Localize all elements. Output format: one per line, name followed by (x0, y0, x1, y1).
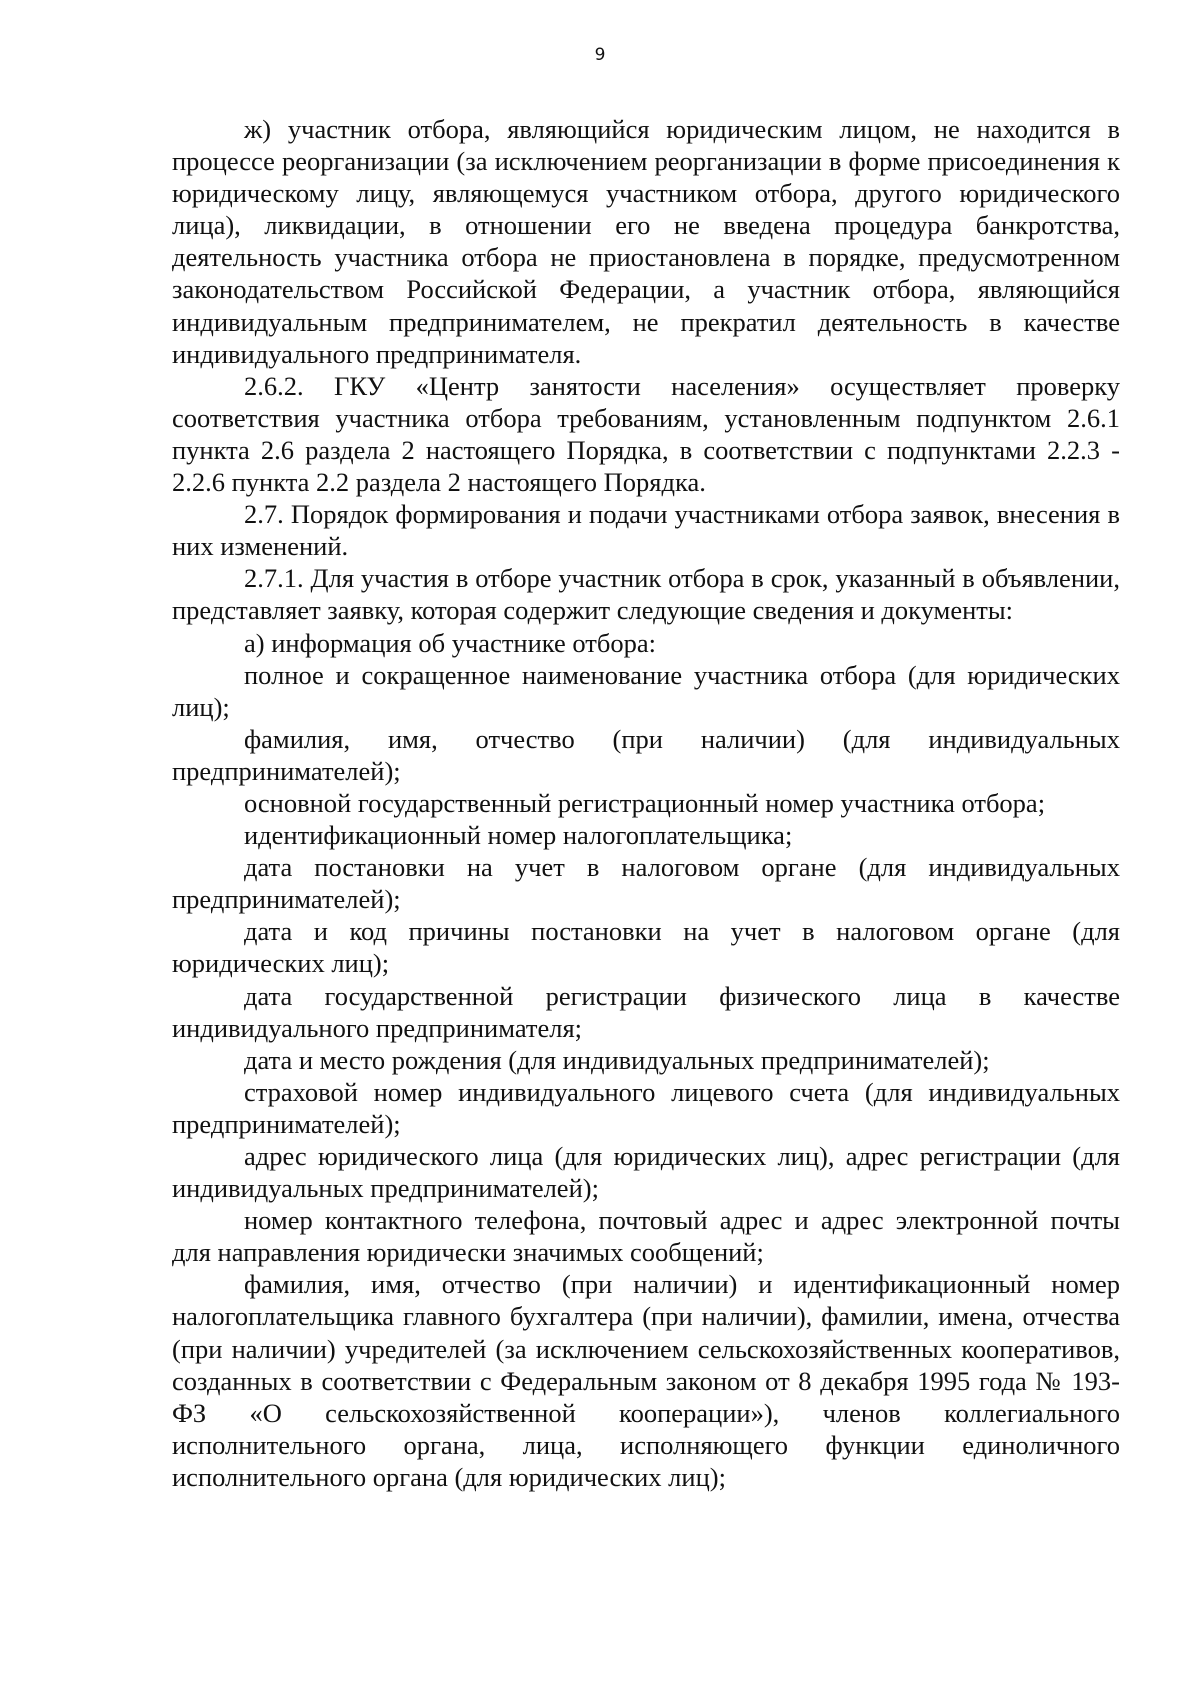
list-item-ogrn: основной государственный регистрационный номер участника отбора; (244, 787, 1046, 818)
paragraph-2-6-2: 2.6.2. ГКУ «Центр занятости населения» осуществляет проверку соответствия участника отбора требованиям, установленным подпунктом 2.6.1 пункта 2.6 раздела 2 настоящего Порядка, в соответствии с подпунктами 2.2.3 - 2.2.6 пункта 2.2 раздела 2 настоящего Порядка. (172, 370, 1120, 498)
list-item-kpp: дата и код причины постановки на учет в налоговом органе (для юридических лиц); (172, 916, 1120, 979)
paragraph-a: а) информация об участнике отбора: (244, 627, 656, 658)
list-item-contacts: номер контактного телефона, почтовый адрес и адрес электронной почты для направления юридически значимых сообщений; (172, 1205, 1120, 1268)
document-body (172, 113, 1120, 1493)
list-item-birth: дата и место рождения (для индивидуальных предпринимателей); (244, 1044, 990, 1075)
paragraph-zh: ж) участник отбора, являющийся юридическим лицом, не находится в процессе реорганизации (за исключением реорганизации в форме присоединения к юридическому лицу, являющемуся участником отбора, другого юридического лица), ликвидации, в отношении его не введена процедура банкротства, деятельность участника отбора не приостановлена в порядке, предусмотренном законодательством Российской Федерации, а участник отбора, являющийся индивидуальным предпринимателем, не прекратил деятельность в качестве индивидуального предпринимателя. (172, 114, 1120, 369)
list-item-full-name: полное и сокращенное наименование участника отбора (для юридических лиц); (172, 659, 1120, 722)
list-item-inn: идентификационный номер налогоплательщика; (244, 820, 793, 851)
paragraph-2-7-1: 2.7.1. Для участия в отборе участник отбора в срок, указанный в объявлении, представляет заявку, которая содержит следующие сведения и документы: (172, 563, 1120, 626)
paragraph-2-7: 2.7. Порядок формирования и подачи участниками отбора заявок, внесения в них изменений. (172, 499, 1120, 562)
list-item-snils: страховой номер индивидуального лицевого счета (для индивидуальных предпринимателей); (172, 1076, 1120, 1139)
list-item-fio: фамилия, имя, отчество (при наличии) (для индивидуальных предпринимателей); (172, 723, 1120, 786)
list-item-founders: фамилия, имя, отчество (при наличии) и идентификационный номер налогоплательщика главного бухгалтера (при наличии), фамилии, имена, отчества (при наличии) учредителей (за исключением сельскохозяйственных кооперативов, созданных в соответствии с Федеральным законом от 8 декабря 1995 года № 193-ФЗ «О сельскохозяйственной кооперации»), членов коллегиального исполнительного органа, лица, исполняющего функции единоличного исполнительного органа (для юридических лиц); (172, 1269, 1120, 1492)
list-item-state-registration-date: дата государственной регистрации физического лица в качестве индивидуального предпринимателя; (172, 980, 1120, 1043)
page-number: 9 (594, 45, 606, 65)
list-item-address: адрес юридического лица (для юридических лиц), адрес регистрации (для индивидуальных предпринимателей); (172, 1141, 1120, 1204)
list-item-tax-registration-date: дата постановки на учет в налоговом органе (для индивидуальных предпринимателей); (172, 852, 1120, 915)
